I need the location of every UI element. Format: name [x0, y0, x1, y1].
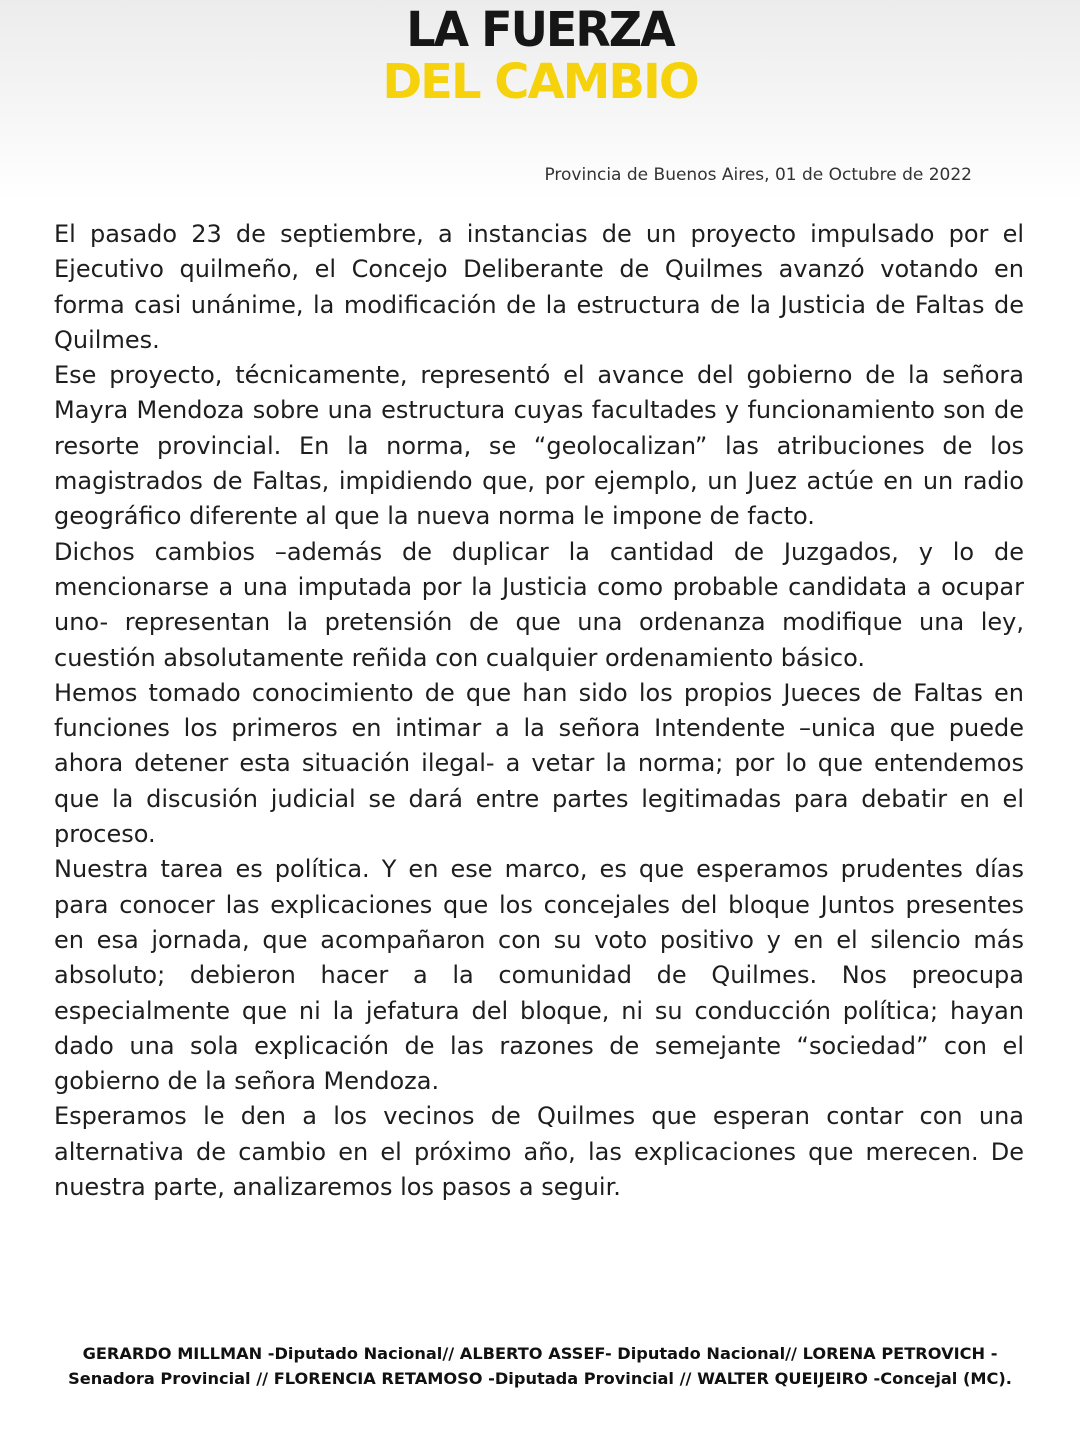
paragraph-1: El pasado 23 de septiembre, a instancias de un proyecto impulsado por el Ejecutivo quilmeño, el Concejo Deliberante de Quilmes avanzó votando en forma casi unánime, la modificación de la estructura de la Justicia de Faltas de Quilmes. — [54, 220, 1024, 354]
signature-line-2: Senadora Provincial // FLORENCIA RETAMOSO -Diputada Provincial // WALTER QUEIJEIRO -Concejal (MC). — [68, 1369, 1012, 1388]
paragraph-6: Esperamos le den a los vecinos de Quilmes que esperan contar con una alternativa de cambio en el próximo año, las explicaciones que merecen. De nuestra parte, analizaremos los pasos a seguir. — [54, 1102, 1024, 1202]
paragraph-4: Hemos tomado conocimiento de que han sido los propios Jueces de Faltas en funciones los primeros en intimar a la señora Intendente –unica que puede ahora detener esta situación ilegal- a vetar la norma; por lo que entendemos que la discusión judicial se dará entre partes legitimadas para debatir en el proceso. — [54, 678, 1024, 849]
signature-line-1: GERARDO MILLMAN -Diputado Nacional// ALBERTO ASSEF- Diputado Nacional// LORENA PETROVICH - — [82, 1344, 998, 1363]
paragraph-2: Ese proyecto, técnicamente, representó el avance del gobierno de la señora Mayra Mendoza sobre una estructura cuyas facultades y funcionamiento son de resorte provincial. En la norma, se “geolocalizan” las atribuciones de los magistrados de Faltas, impidiendo que, por ejemplo, un Juez actúe en un radio geográfico diferente al que la nueva norma le impone de facto. — [54, 361, 1024, 531]
logo — [0, 0, 1080, 110]
paragraph-3: Dichos cambios –además de duplicar la cantidad de Juzgados, y lo de mencionarse a una imputada por la Justicia como probable candidata a ocupar uno- representan la pretensión de que una ordenanza modifique una ley, cuestión absolutamente reñida con cualquier ordenamiento básico. — [54, 537, 1024, 672]
paragraph-5: Nuestra tarea es política. Y en ese marco, es que esperamos prudentes días para conocer las explicaciones que los concejales del bloque Juntos presentes en esa jornada, que acompañaron con su voto positivo y en el silencio más absoluto; debieron hacer a la comunidad de Quilmes. Nos preocupa especialmente que ni la jefatura del bloque, ni su conducción política; hayan dado una sola explicación de las razones de semejante “sociedad” con el gobierno de la señora Mendoza. — [54, 855, 1024, 1096]
document-date: Provincia de Buenos Aires, 01 de Octubre de 2022 — [544, 165, 972, 185]
signatures — [40, 1341, 1040, 1391]
logo-line-2: DEL CAMBIO — [382, 54, 698, 110]
document-body — [54, 217, 1024, 1205]
logo-line-1: LA FUERZA — [406, 0, 674, 58]
